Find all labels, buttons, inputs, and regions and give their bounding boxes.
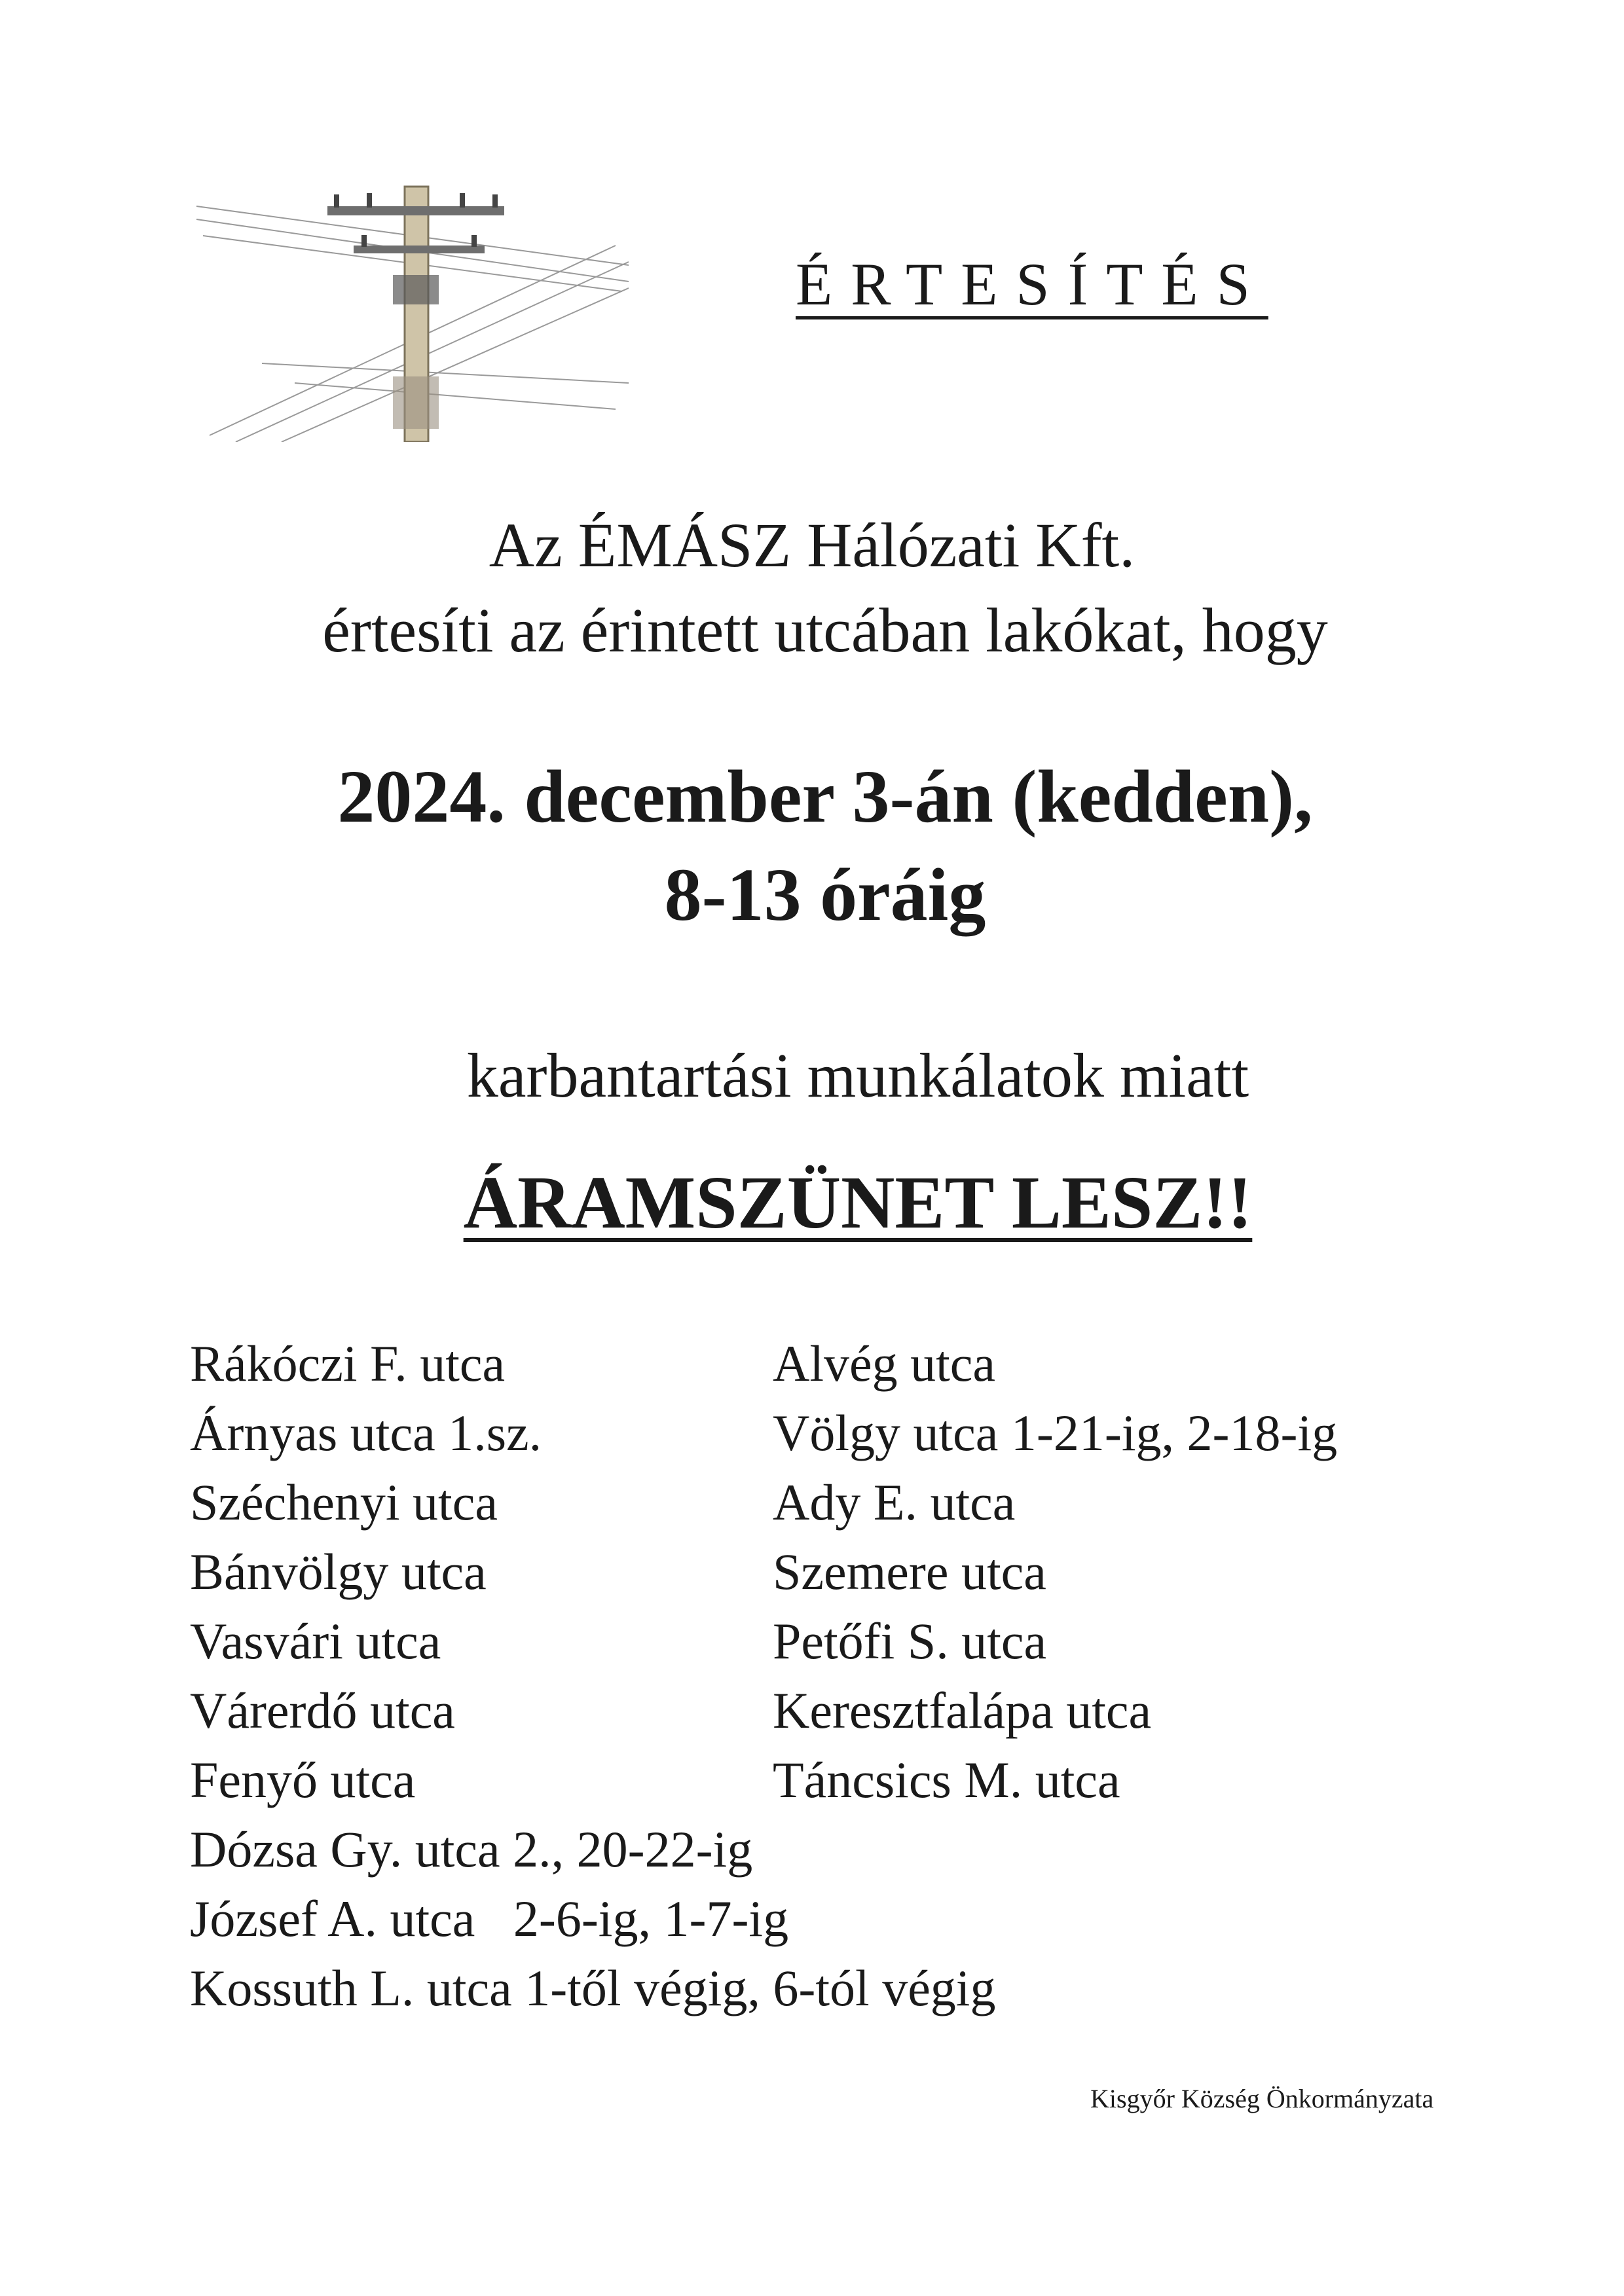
- street-item: Ady E. utca: [773, 1474, 1016, 1531]
- street-item: Szemere utca: [773, 1543, 1046, 1600]
- street-item: Széchenyi utca: [190, 1474, 498, 1531]
- street-item: Dózsa Gy. utca 2., 20-22-ig: [190, 1821, 753, 1878]
- street-row: [190, 1954, 1337, 2023]
- street-row: [190, 1884, 1337, 1954]
- street-item: Alvég utca: [773, 1335, 996, 1392]
- street-item: Rákóczi F. utca: [190, 1335, 506, 1392]
- street-item: Petőfi S. utca: [773, 1613, 1047, 1669]
- street-item: Várerdő utca: [190, 1682, 455, 1739]
- outage-date: 2024. december 3-án (kedden),: [337, 755, 1313, 838]
- outage-warning: ÁRAMSZÜNET LESZ!!: [463, 1161, 1253, 1244]
- notice-title: ÉRTESÍTÉS: [796, 251, 1268, 318]
- street-row: [190, 1676, 1337, 1745]
- street-item: Árnyas utca 1.sz.: [190, 1404, 542, 1461]
- street-row: [190, 1815, 1337, 1884]
- street-item: Bánvölgy utca: [190, 1543, 487, 1600]
- street-row: [190, 1745, 1337, 1815]
- street-row: [190, 1468, 1337, 1537]
- street-item: József A. utca 2-6-ig, 1-7-ig: [190, 1890, 789, 1947]
- outage-time: 8-13 óráig: [664, 853, 986, 936]
- street-row: [190, 1329, 1337, 1398]
- outage-reason: karbantartási munkálatok miatt: [466, 1040, 1249, 1110]
- street-item: Vasvári utca: [190, 1613, 441, 1669]
- intro-line-2: értesíti az érintett utcában lakókat, hogy: [322, 595, 1328, 665]
- street-item: Keresztfalápa utca: [773, 1682, 1152, 1739]
- street-row: [190, 1398, 1337, 1468]
- street-item: Fenyő utca: [190, 1751, 416, 1808]
- utility-pole-image: [196, 167, 629, 442]
- street-row: [190, 1607, 1337, 1676]
- street-item: Kossuth L. utca 1-től végig, 6-tól végig: [190, 1959, 996, 2016]
- issuer-signature: Kisgyőr Község Önkormányzata: [1090, 2084, 1434, 2113]
- street-item: Táncsics M. utca: [773, 1751, 1120, 1808]
- street-item: Völgy utca 1-21-ig, 2-18-ig: [773, 1404, 1338, 1461]
- street-list: [190, 1329, 1337, 2023]
- intro-line-1: Az ÉMÁSZ Hálózati Kft.: [489, 510, 1135, 580]
- street-row: [190, 1537, 1337, 1607]
